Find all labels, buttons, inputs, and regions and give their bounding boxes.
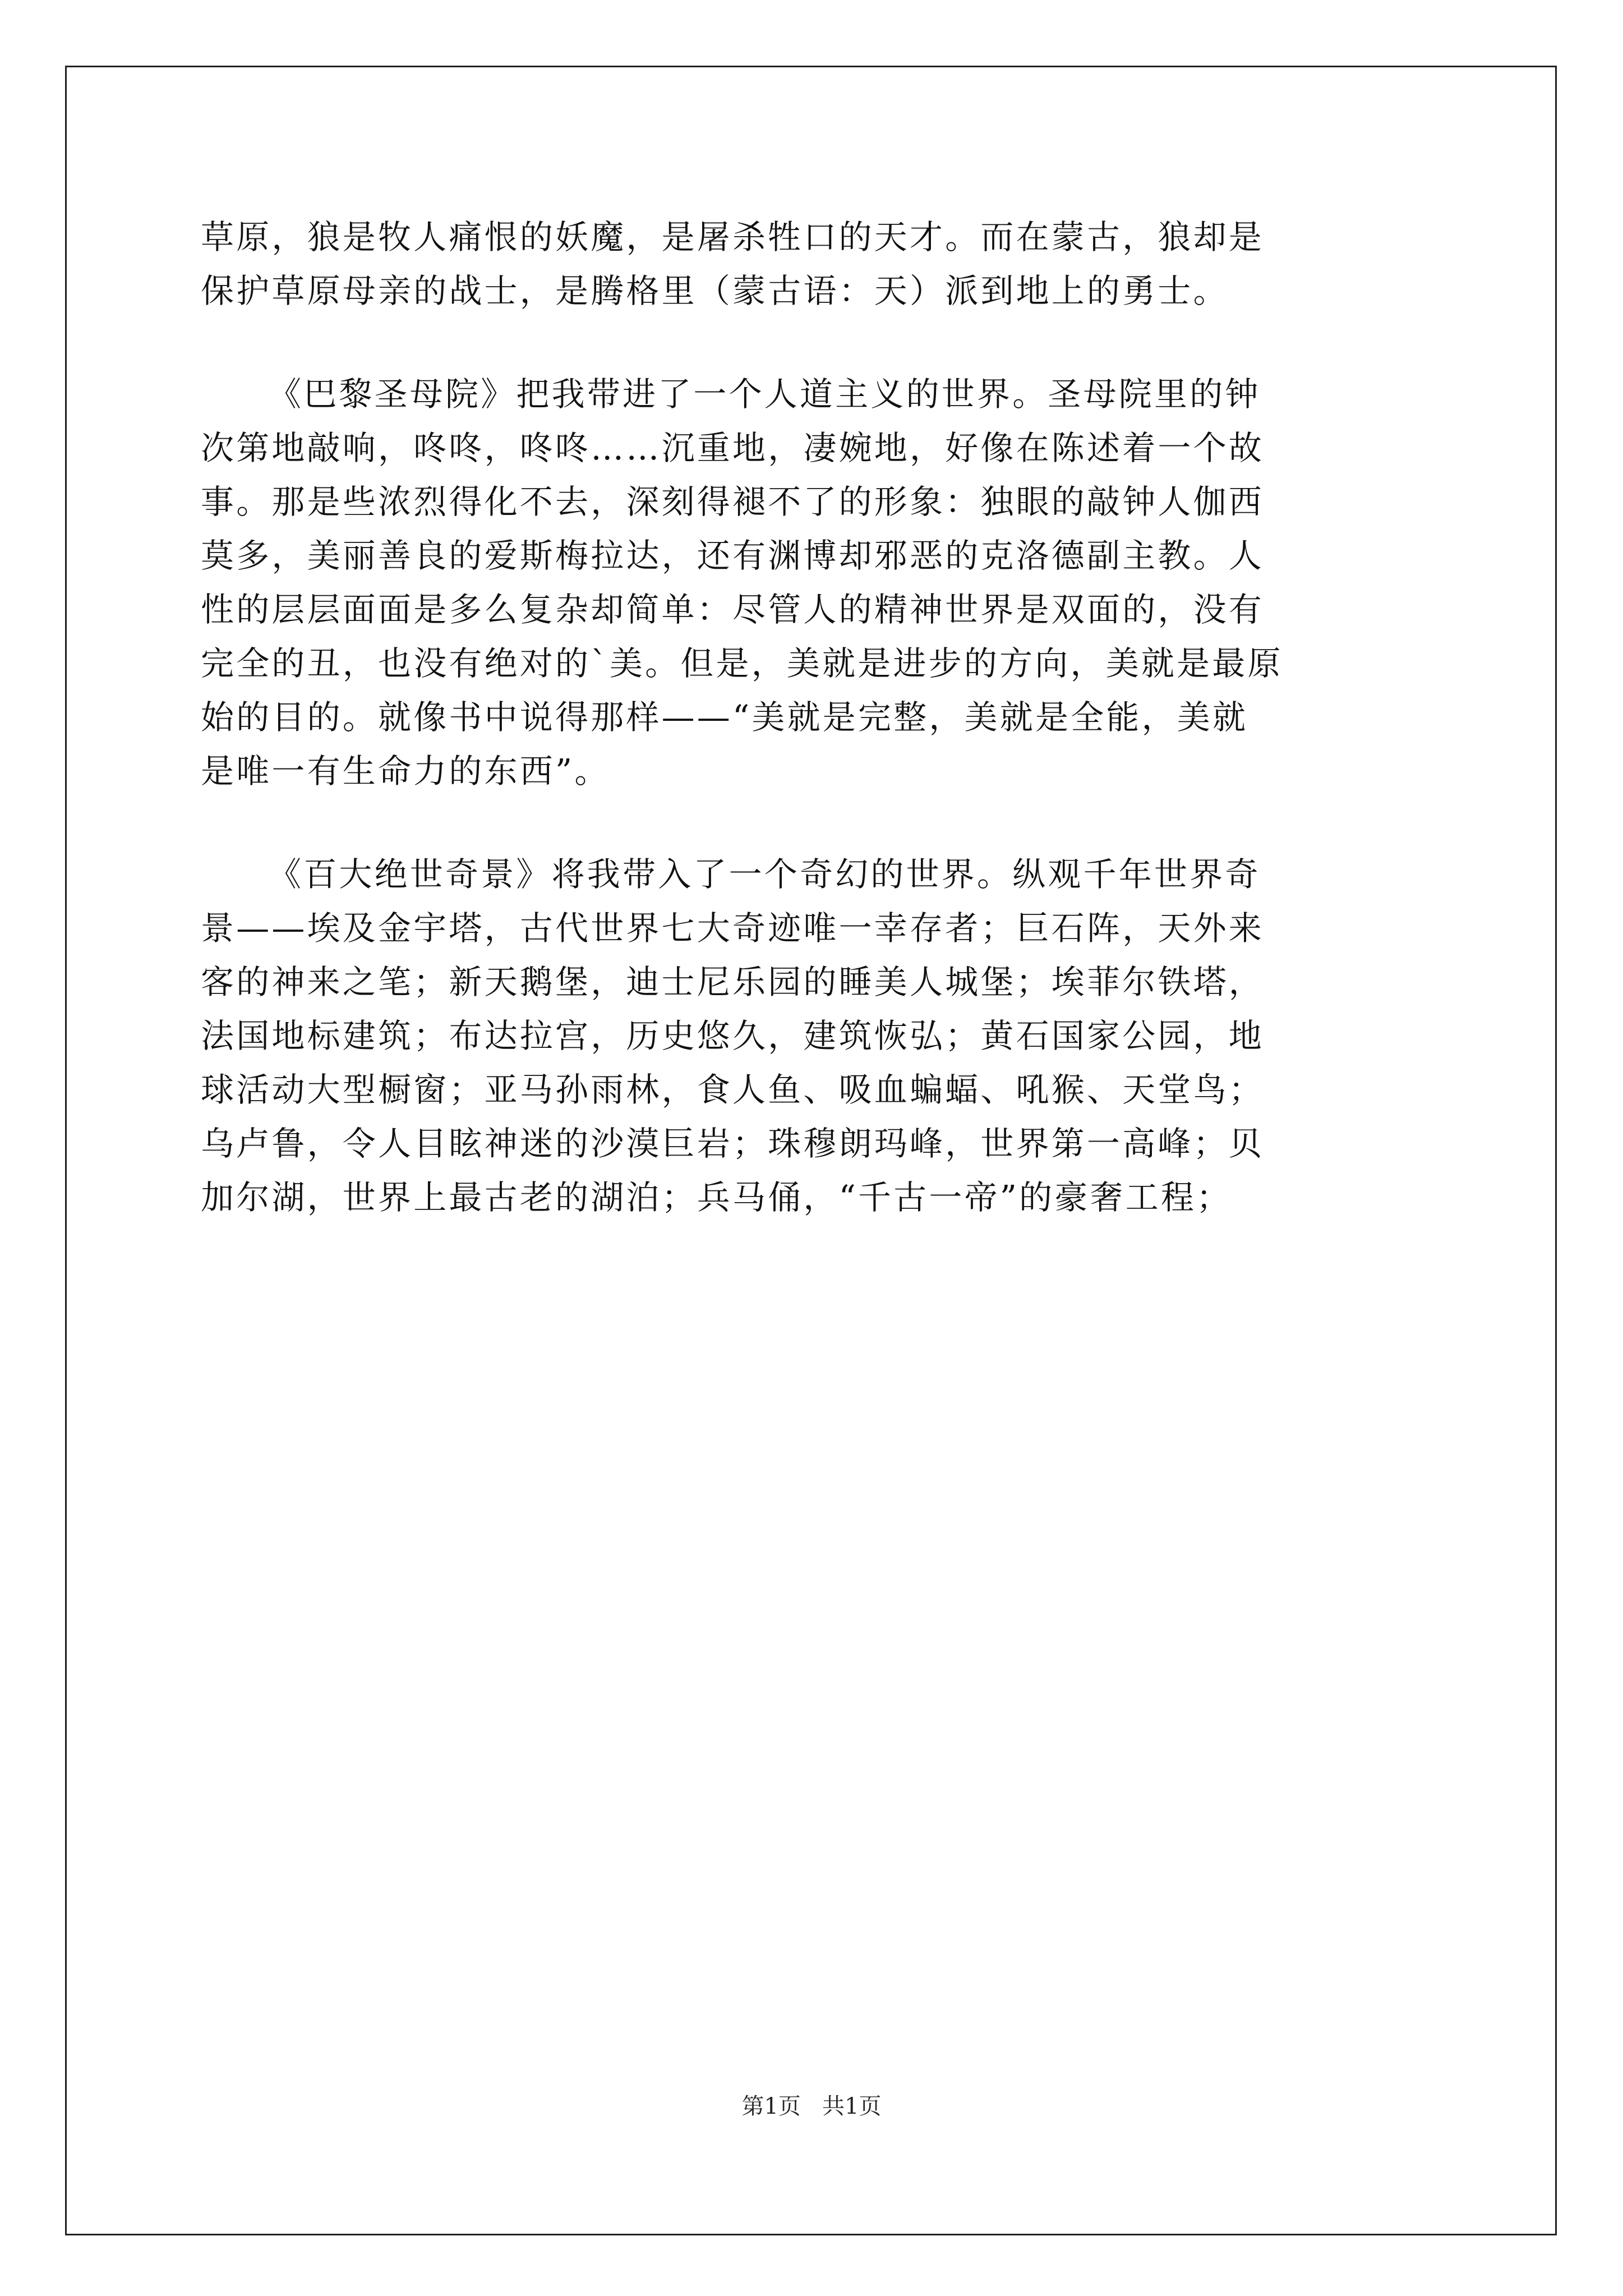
paragraph-1-line-2: 保护草原母亲的战士，是腾格里（蒙古语：天）派到地上的勇士。 — [201, 272, 1229, 310]
page-footer: 第1页 共1页 — [741, 2093, 882, 2119]
paragraph-3-line-2: 景——埃及金宇塔，古代世界七大奇迹唯一幸存者；巨石阵，天外来 — [201, 909, 1265, 947]
paragraph-2-line-8: 是唯一有生命力的东西”。 — [201, 752, 610, 790]
paragraph-2-line-6: 完全的丑，也没有绝对的`美。但是，美就是进步的方向，美就是最原 — [201, 644, 1283, 683]
paragraph-2-line-1: 《巴黎圣母院》把我带进了一个人道主义的世界。圣母院里的钟 — [268, 375, 1261, 413]
paragraph-3-line-6: 乌卢鲁，令人目眩神迷的沙漠巨岩；珠穆朗玛峰，世界第一高峰；贝 — [201, 1124, 1265, 1163]
paragraph-3-line-4: 法国地标建筑；布达拉宫，历史悠久，建筑恢弘；黄石国家公园，地 — [201, 1016, 1265, 1055]
paragraph-3-line-5: 球活动大型橱窗；亚马孙雨林，食人鱼、吸血蝙蝠、吼猴、天堂鸟； — [201, 1070, 1265, 1109]
paragraph-3-line-1: 《百大绝世奇景》将我带入了一个奇幻的世界。纵观千年世界奇 — [268, 855, 1261, 894]
document-body — [201, 210, 1429, 1225]
paragraph-2-line-5: 性的层层面面是多么复杂却简单：尽管人的精神世界是双面的，没有 — [201, 590, 1265, 629]
paragraph-2-line-7: 始的目的。就像书中说得那样——“美就是完整，美就是全能，美就 — [201, 698, 1248, 737]
paragraph-3-line-3: 客的神来之笔；新天鹅堡，迪士尼乐园的睡美人城堡；埃菲尔铁塔， — [201, 963, 1265, 1001]
paragraph-1-line-1: 草原，狼是牧人痛恨的妖魔，是屠杀牲口的天才。而在蒙古，狼却是 — [201, 218, 1265, 256]
paragraph-2-line-3: 事。那是些浓烈得化不去，深刻得褪不了的形象：独眼的敲钟人伽西 — [201, 482, 1265, 521]
paragraph-2-line-4: 莫多，美丽善良的爱斯梅拉达，还有渊博却邪恶的克洛德副主教。人 — [201, 536, 1265, 575]
paragraph-2-line-2: 次第地敲响，咚咚，咚咚……沉重地，凄婉地，好像在陈述着一个故 — [201, 429, 1265, 467]
paragraph-3-line-7: 加尔湖，世界上最古老的湖泊；兵马俑，“千古一帝”的豪奢工程； — [201, 1178, 1232, 1217]
